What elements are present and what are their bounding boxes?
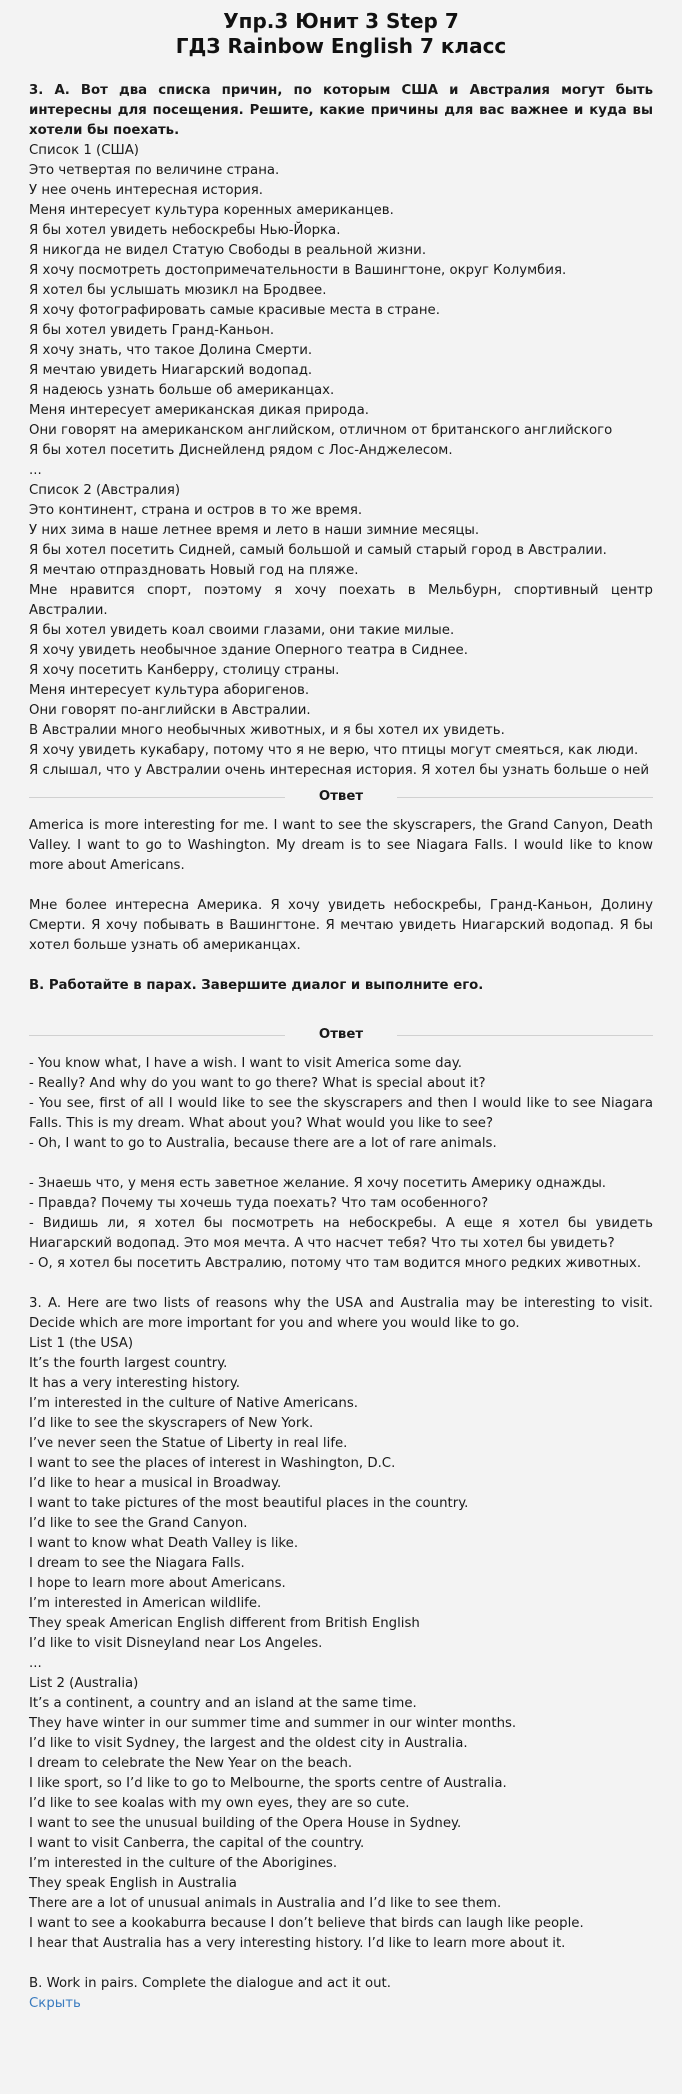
list-item: Я хочу посетить Канберру, столицу страны. — [29, 663, 340, 678]
list-item: I hear that Australia has a very interesting history. I’d like to learn more about it. — [29, 1936, 566, 1951]
list-item: It’s a continent, a country and an island at the same time. — [29, 1696, 417, 1711]
list2-en-items — [29, 1694, 653, 1954]
task-a-en: 3. A. Here are two lists of reasons why the USA and Australia may be interesting to visit. Decide which are more important for you and where you would like to go. — [29, 1296, 653, 1331]
list-item: В Австралии много необычных животных, и я бы хотел их увидеть. — [29, 723, 505, 738]
list-item: Я слышал, что у Австралии очень интересная история. Я хотел бы узнать больше о ней — [29, 763, 650, 778]
list-item: Я мечтаю увидеть Ниагарский водопад. — [29, 363, 313, 378]
list-item: Они говорят на американском английском, отличном от британского английского — [29, 423, 613, 438]
list1-en — [29, 1334, 653, 1674]
list-item: It’s the fourth largest country. — [29, 1356, 228, 1371]
list-item: Я хочу увидеть необычное здание Оперного театра в Сиднее. — [29, 643, 468, 658]
answer-label: Ответ — [318, 789, 364, 804]
list-item: Я хочу знать, что такое Долина Смерти. — [29, 343, 313, 358]
list-item: Я бы хотел увидеть небоскребы Нью-Йорка. — [29, 223, 341, 238]
divider-line — [29, 797, 285, 798]
list-item: I want to see the places of interest in Washington, D.C. — [29, 1456, 396, 1471]
divider-line — [397, 1035, 653, 1036]
answer-divider-2 — [29, 1025, 653, 1045]
list-item: I’d like to see koalas with my own eyes, they are so cute. — [29, 1796, 410, 1811]
list-item: Я хочу фотографировать самые красивые места в стране. — [29, 303, 440, 318]
list-item: Я бы хотел посетить Диснейленд рядом с Лос-Анджелесом. — [29, 443, 453, 458]
list-item: I want to visit Canberra, the capital of the country. — [29, 1836, 365, 1851]
list-item: Они говорят по-английски в Австралии. — [29, 703, 311, 718]
list2-en — [29, 1674, 653, 1954]
task-a-ru: 3. А. Вот два списка причин, по которым США и Австралия могут быть интересны для посещения. Решите, какие причины для вас важнее и куда вы хотели бы поехать. — [29, 83, 653, 138]
task-b-ru: B. Работайте в парах. Завершите диалог и выполните его. — [29, 978, 484, 993]
divider-line — [397, 797, 653, 798]
list2-ru-items — [29, 501, 653, 781]
list2-ru — [29, 481, 653, 781]
list1-en-items — [29, 1354, 653, 1674]
list-item: Это четвертая по величине страна. — [29, 163, 280, 178]
list-item: ... — [29, 463, 42, 478]
list-item: I’d like to visit Sydney, the largest and the oldest city in Australia. — [29, 1736, 468, 1751]
list-item: Это континент, страна и остров в то же время. — [29, 503, 363, 518]
list1-ru — [29, 141, 653, 481]
list-item: Я надеюсь узнать больше об американцах. — [29, 383, 335, 398]
list-item: I’d like to see the skyscrapers of New York. — [29, 1416, 314, 1431]
list-item: У нее очень интересная история. — [29, 183, 263, 198]
list-item: Я хочу посмотреть достопримечательности в Вашингтоне, округ Колумбия. — [29, 263, 567, 278]
list-item: I’m interested in the culture of Native Americans. — [29, 1396, 358, 1411]
title-line-2: ГДЗ Rainbow English 7 класс — [175, 34, 507, 58]
list-item: I’m interested in American wildlife. — [29, 1596, 262, 1611]
list-item: Я хочу увидеть кукабару, потому что я не верю, что птицы могут смеяться, как люди. — [29, 743, 639, 758]
list2-ru-heading: Список 2 (Австралия) — [29, 483, 181, 498]
list-item: I’d like to hear a musical in Broadway. — [29, 1476, 282, 1491]
list1-ru-heading: Список 1 (США) — [29, 143, 139, 158]
list-item: I hope to learn more about Americans. — [29, 1576, 286, 1591]
list-item: I want to know what Death Valley is like. — [29, 1536, 299, 1551]
list-item: Меня интересует культура коренных американцев. — [29, 203, 394, 218]
list-item: - О, я хотел бы посетить Австралию, потому что там водится много редких животных. — [29, 1256, 642, 1271]
list-item: Я бы хотел увидеть Гранд-Каньон. — [29, 323, 275, 338]
list-item: Я мечтаю отпраздновать Новый год на пляже. — [29, 563, 359, 578]
list-item: I want to take pictures of the most beautiful places in the country. — [29, 1496, 469, 1511]
list-item: I want to see the unusual building of the Opera House in Sydney. — [29, 1816, 462, 1831]
list-item: They have winter in our summer time and summer in our winter months. — [29, 1716, 517, 1731]
list-item: I dream to see the Niagara Falls. — [29, 1556, 245, 1571]
list-item: I’d like to see the Grand Canyon. — [29, 1516, 248, 1531]
list-item: They speak English in Australia — [29, 1876, 237, 1891]
list-item: Меня интересует американская дикая природа. — [29, 403, 369, 418]
list-item: - You see, first of all I would like to see the skyscrapers and then I would like to see Niagara Falls. This is my dream. What about you? What would you like to see? — [29, 1096, 653, 1131]
list-item: У них зима в наше летнее время и лето в наши зимние месяцы. — [29, 523, 480, 538]
list1-en-heading: List 1 (the USA) — [29, 1336, 134, 1351]
list-item: - You know what, I have a wish. I want to visit America some day. — [29, 1056, 462, 1071]
list-item: Я никогда не видел Статую Свободы в реальной жизни. — [29, 243, 427, 258]
list-item: I want to see a kookaburra because I don’t believe that birds can laugh like people. — [29, 1916, 584, 1931]
list-item: - Видишь ли, я хотел бы посмотреть на небоскребы. А еще я хотел бы увидеть Ниагарский водопад. Это моя мечта. А что насчет тебя? Что ты хотел бы увидеть? — [29, 1216, 653, 1251]
list-item: I like sport, so I’d like to go to Melbourne, the sports centre of Australia. — [29, 1776, 507, 1791]
list-item: I’d like to visit Disneyland near Los Angeles. — [29, 1636, 323, 1651]
list-item: I’ve never seen the Statue of Liberty in real life. — [29, 1436, 348, 1451]
list-item: - Правда? Почему ты хочешь туда поехать? Что там особенного? — [29, 1196, 489, 1211]
list-item: They speak American English different from British English — [29, 1616, 420, 1631]
list1-ru-items — [29, 161, 653, 481]
hide-link[interactable]: Скрыть — [29, 1996, 81, 2011]
list-item: - Oh, I want to go to Australia, because there are a lot of rare animals. — [29, 1136, 497, 1151]
list-item: There are a lot of unusual animals in Australia and I’d like to see them. — [29, 1896, 502, 1911]
dialogue-en — [29, 1054, 653, 1154]
list-item: Я хотел бы услышать мюзикл на Бродвее. — [29, 283, 327, 298]
list-item: - Really? And why do you want to go there? What is special about it? — [29, 1076, 486, 1091]
list-item: Меня интересует культура аборигенов. — [29, 683, 310, 698]
list-item: Я бы хотел посетить Сидней, самый большой и самый старый город в Австралии. — [29, 543, 607, 558]
list-item: Мне нравится спорт, поэтому я хочу поехать в Мельбурн, спортивный центр Австралии. — [29, 583, 653, 618]
list-item: - Знаешь что, у меня есть заветное желание. Я хочу посетить Америку однажды. — [29, 1176, 607, 1191]
page-title — [0, 0, 682, 59]
list-item: ... — [29, 1656, 42, 1671]
list-item: It has a very interesting history. — [29, 1376, 240, 1391]
list-item: I dream to celebrate the New Year on the beach. — [29, 1756, 353, 1771]
divider-line — [29, 1035, 285, 1036]
answer-a-en: America is more interesting for me. I want to see the skyscrapers, the Grand Canyon, Death Valley. I want to go to Washington. My dream is to see Niagara Falls. I would like to know more about Americans. — [29, 818, 653, 873]
answer-a-ru: Мне более интересна Америка. Я хочу увидеть небоскребы, Гранд-Каньон, Долину Смерти. Я хочу побывать в Вашингтоне. Я мечтаю увидеть Ниагарский водопад. Я бы хотел больше узнать об американцах. — [29, 898, 653, 953]
list-item: Я бы хотел увидеть коал своими глазами, они такие милые. — [29, 623, 455, 638]
dialogue-ru — [29, 1174, 653, 1274]
task-b-en: B. Work in pairs. Complete the dialogue and act it out. — [29, 1976, 391, 1991]
list-item: I’m interested in the culture of the Aborigines. — [29, 1856, 338, 1871]
answer-label: Ответ — [318, 1027, 364, 1042]
answer-divider-1 — [29, 787, 653, 807]
title-line-1: Упр.3 Юнит 3 Step 7 — [223, 9, 459, 33]
list2-en-heading: List 2 (Australia) — [29, 1676, 139, 1691]
content — [0, 81, 682, 2014]
